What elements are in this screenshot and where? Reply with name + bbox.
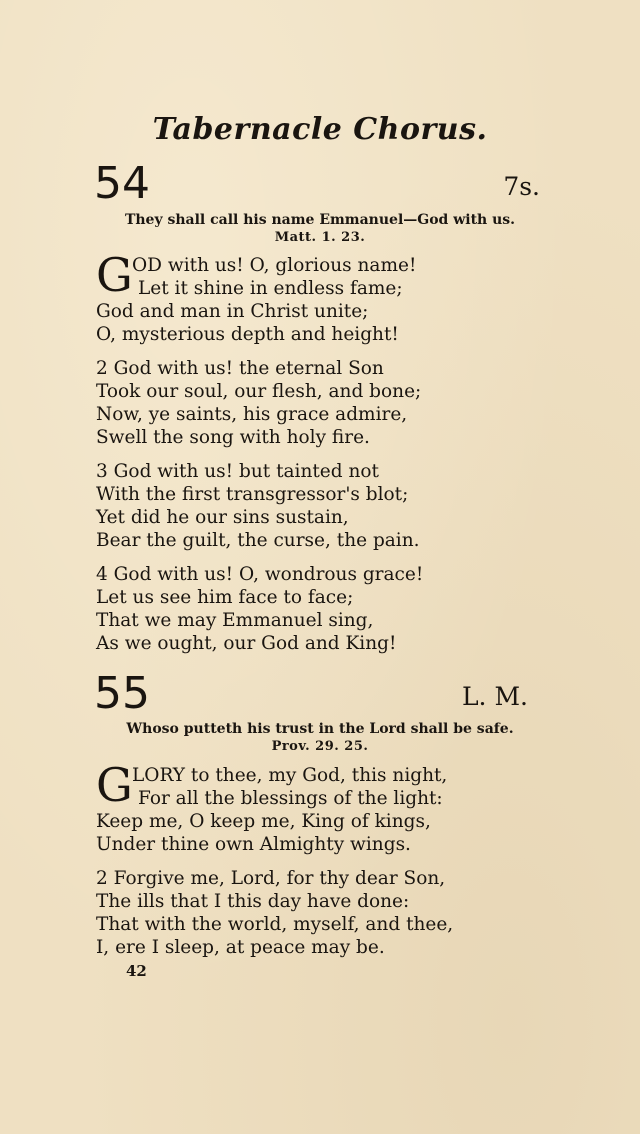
hymn-line: That with the world, myself, and thee, xyxy=(96,914,454,935)
hymn-line: That we may Emmanuel sing, xyxy=(96,610,374,631)
hymn-line: God and man in Christ unite; xyxy=(96,301,369,322)
hymn-line: 4 God with us! O, wondrous grace! xyxy=(96,564,424,585)
hymn-line: Let us see him face to face; xyxy=(96,587,354,608)
hymn-line: LORY to thee, my God, this night, xyxy=(132,765,448,786)
hymn-line: Bear the guilt, the curse, the pain. xyxy=(96,530,420,551)
hymn-line: With the first transgressor's blot; xyxy=(96,484,409,505)
hymn-number: 55 xyxy=(94,668,150,719)
hymn-number: 54 xyxy=(94,158,150,209)
page-header: Tabernacle Chorus. xyxy=(152,112,488,147)
hymn-line: Keep me, O keep me, King of kings, xyxy=(96,811,431,832)
hymn-line: As we ought, our God and King! xyxy=(96,633,397,654)
hymn-line: OD with us! O, glorious name! xyxy=(132,255,417,276)
hymn-meter: 7s. xyxy=(503,172,540,201)
page-number: 42 xyxy=(126,962,147,980)
hymn-line: 3 God with us! but tainted not xyxy=(96,461,379,482)
hymn-line: 2 God with us! the eternal Son xyxy=(96,358,384,379)
hymn-line: I, ere I sleep, at peace may be. xyxy=(96,937,385,958)
hymn-line: Let it shine in endless fame; xyxy=(138,278,403,299)
hymn-line: 2 Forgive me, Lord, for thy dear Son, xyxy=(96,868,446,889)
drop-cap: G xyxy=(96,248,133,302)
hymn-meter: L. M. xyxy=(461,682,528,711)
scripture-reference: Matt. 1. 23. xyxy=(274,230,366,245)
scripture-reference: Prov. 29. 25. xyxy=(271,739,369,754)
hymn-line: O, mysterious depth and height! xyxy=(96,324,399,345)
hymn-line: The ills that I this day have done: xyxy=(96,891,410,912)
hymn-line: Yet did he our sins sustain, xyxy=(96,507,349,528)
hymn-line: Took our soul, our flesh, and bone; xyxy=(96,381,422,402)
hymn-line: Under thine own Almighty wings. xyxy=(96,834,411,855)
hymn-line: Swell the song with holy fire. xyxy=(96,427,370,448)
hymn-line: Now, ye saints, his grace admire, xyxy=(96,404,408,425)
drop-cap: G xyxy=(96,758,133,812)
hymn-line: For all the blessings of the light: xyxy=(138,788,443,809)
hymn-epigraph: Whoso putteth his trust in the Lord shall be safe. xyxy=(126,721,514,737)
hymn-epigraph: They shall call his name Emmanuel—God with us. xyxy=(124,212,516,228)
